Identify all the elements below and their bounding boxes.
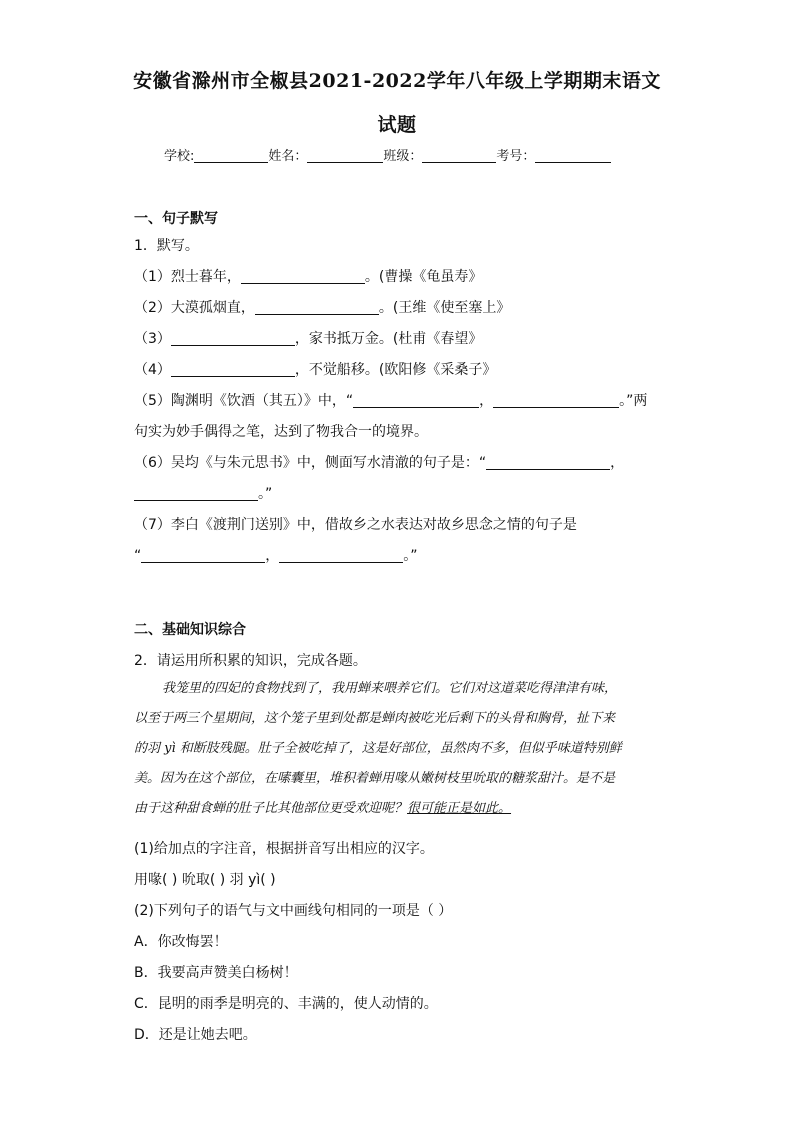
passage-line: 我笼里的四妃的食物找到了，我用蝉来喂养它们。它们对这道菜吃得津津有味， <box>162 681 618 696</box>
class-blank[interactable] <box>422 148 496 163</box>
dictation-item-6-cont <box>134 483 272 503</box>
name-blank[interactable] <box>307 148 383 163</box>
option-d[interactable]: D．还是让她去吧。 <box>134 1027 257 1043</box>
section-2-heading: 二、基础知识综合 <box>134 622 246 638</box>
item-5-text: （5）陶渊明《饮酒（其五）》中，“ <box>134 393 354 409</box>
dictation-item-5 <box>134 390 647 410</box>
dictation-item-2 <box>134 297 510 317</box>
dictation-item-7-cont <box>134 545 418 565</box>
item-3-number: （3） <box>134 331 171 347</box>
dictation-item-3 <box>134 328 482 348</box>
answer-blank[interactable] <box>353 392 479 408</box>
answer-blank[interactable] <box>171 330 295 346</box>
item-7-comma: ， <box>265 548 280 564</box>
passage-line: 的羽 yì 和断肢残腿。肚子全被吃掉了，这是好部位，虽然肉不多，但似乎味道特别鲜 <box>134 741 622 756</box>
answer-blank[interactable] <box>279 547 403 563</box>
item-4-text: ，不觉船移。(欧阳修《采桑子》 <box>294 362 497 378</box>
dictation-item-6 <box>134 452 624 472</box>
passage-line: 美。因为在这个部位，在嗉囊里，堆积着蝉用喙从嫩树枝里吮取的糖浆甜汁。是不是 <box>134 771 616 786</box>
number-label: 考号： <box>496 149 536 164</box>
answer-blank[interactable] <box>493 392 619 408</box>
item-7-open-quote: “ <box>134 548 142 564</box>
dictation-item-7: （7）李白《渡荆门送别》中，借故乡之水表达对故乡思念之情的句子是 <box>134 517 577 533</box>
student-info-row <box>164 145 611 164</box>
item-7-end: 。” <box>403 548 418 564</box>
dictation-item-4 <box>134 359 496 379</box>
sub-question-1: (1)给加点的字注音，根据拼音写出相应的汉字。 <box>134 841 434 857</box>
name-label: 姓名： <box>268 149 308 164</box>
answer-blank[interactable] <box>141 547 265 563</box>
answer-blank[interactable] <box>171 361 295 377</box>
item-1-source: 。(曹操《龟虽寿》 <box>364 269 483 285</box>
item-5-end: 。”两 <box>619 393 648 409</box>
passage-line: 以至于两三个星期间，这个笼子里到处都是蝉肉被吃光后剩下的头骨和胸骨，扯下来 <box>134 711 616 726</box>
item-4-number: （4） <box>134 362 171 378</box>
exam-title-line-2: 试题 <box>377 114 417 136</box>
sub-question-2: (2)下列句子的语气与文中画线句相同的一项是（ ） <box>134 903 453 919</box>
item-5-comma: ， <box>479 393 494 409</box>
item-6-end: 。” <box>258 486 273 502</box>
item-6-comma: ， <box>610 455 625 471</box>
answer-blank[interactable] <box>486 454 610 470</box>
dictation-item-1 <box>134 266 482 286</box>
section-1-heading: 一、句子默写 <box>134 211 218 227</box>
item-6-text: （6）吴均《与朱元思书》中，侧面写水清澈的句子是：“ <box>134 455 487 471</box>
item-3-text: ，家书抵万金。(杜甫《春望》 <box>294 331 483 347</box>
reading-passage <box>134 674 658 824</box>
underlined-sentence: 很可能正是如此。 <box>407 801 512 816</box>
class-label: 班级： <box>383 149 423 164</box>
option-b[interactable]: B．我要高声赞美白杨树！ <box>134 965 298 981</box>
answer-blank[interactable] <box>255 299 379 315</box>
question-2-stem: 2．请运用所积累的知识，完成各题。 <box>134 653 367 669</box>
option-a[interactable]: A．你改悔罢！ <box>134 934 228 950</box>
question-1-stem: 1．默写。 <box>134 238 199 254</box>
exam-title-line-1: 安徽省滁州市全椒县2021-2022学年八年级上学期期末语文 <box>133 70 661 92</box>
item-2-text: （2）大漠孤烟直， <box>134 300 255 316</box>
school-label: 学校: <box>164 149 195 164</box>
school-blank[interactable] <box>194 148 268 163</box>
answer-blank[interactable] <box>241 268 365 284</box>
passage-text: 由于这种甜食蝉的肚子比其他部位更受欢迎呢？ <box>134 801 408 816</box>
answer-blank[interactable] <box>134 485 258 501</box>
number-blank[interactable] <box>535 148 611 163</box>
sub-question-1-blanks[interactable]: 用喙( ) 吮取( ) 羽 yì( ) <box>134 872 276 888</box>
item-2-source: 。(王维《使至塞上》 <box>378 300 511 316</box>
dictation-item-5-cont: 句实为妙手偶得之笔，达到了物我合一的境界。 <box>134 424 428 440</box>
option-c[interactable]: C．昆明的雨季是明亮的、丰满的，使人动情的。 <box>134 996 438 1012</box>
passage-line <box>134 794 658 824</box>
item-1-text: （1）烈士暮年， <box>134 269 241 285</box>
